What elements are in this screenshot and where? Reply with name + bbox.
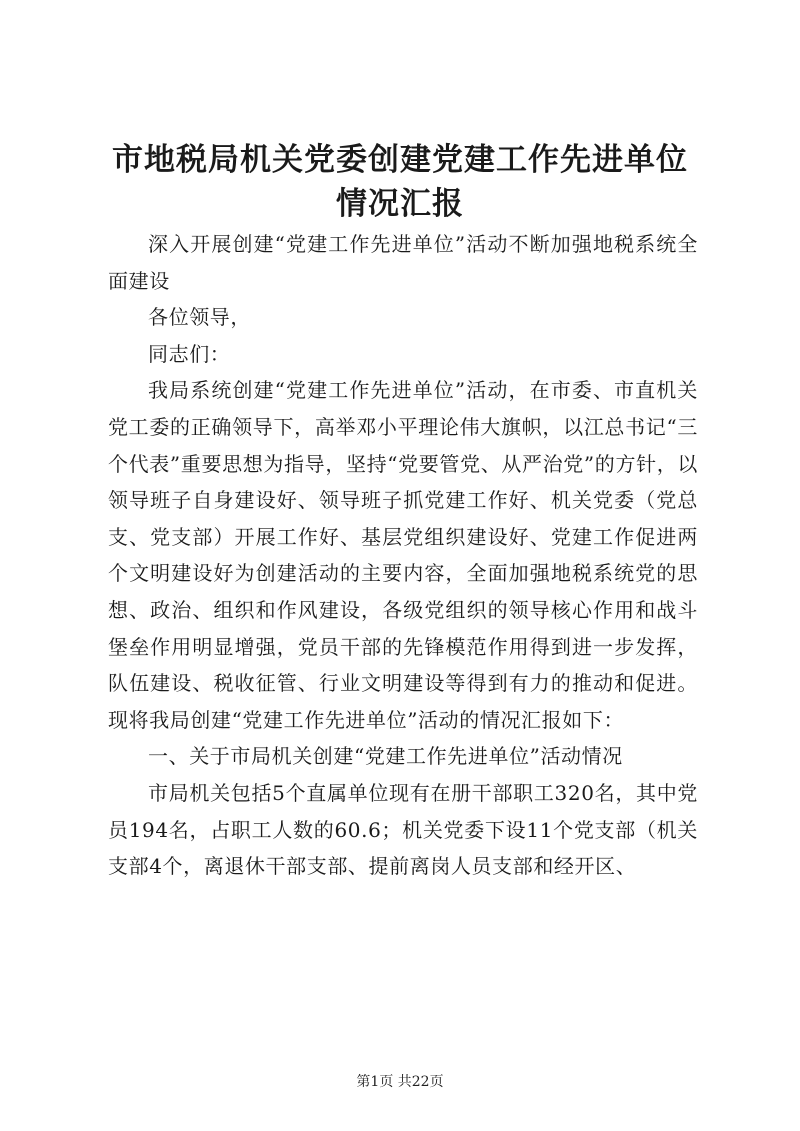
document-title: 市地税局机关党委创建党建工作先进单位情况汇报 xyxy=(112,142,688,222)
page-footer: 第1页 共22页 xyxy=(356,1074,444,1090)
intro-paragraph: 我局系统创建“党建工作先进单位”活动，在市委、市直机关党工委的正确领导下，高举邓小平理论伟大旗帜，以江总书记“三个代表”重要思想为指导，坚持“党要管党、从严治党”的方针，以领导班子自身建设好、领导班子抓党建工作好、机关党委（党总支、党支部）开展工作好、基层党组织建设好、党建工作促进两个文明建设好为创建活动的主要内容，全面加强地税系统党的思想、政治、组织和作风建设，各级党组织的领导核心作用和战斗堡垒作用明显增强，党员干部的先锋模范作用得到进一步发挥，队伍建设、税收征管、行业文明建设等得到有力的推动和促进。现将我局创建“党建工作先进单位”活动的情况汇报如下： xyxy=(108,378,698,732)
section-heading-1: 一、关于市局机关创建“党建工作先进单位”活动情况 xyxy=(148,744,623,769)
section-1-paragraph: 市局机关包括5个直属单位现有在册干部职工320名，其中党员194名，占职工人数的60.6；机关党委下设11个党支部（机关支部4个，离退休干部支部、提前离岗人员支部和经开区、 xyxy=(108,780,698,879)
subtitle-paragraph: 深入开展创建“党建工作先进单位”活动不断加强地税系统全面建设 xyxy=(108,232,698,293)
document-body xyxy=(108,226,698,885)
salutation-leaders: 各位领导， xyxy=(148,305,251,330)
salutation-comrades: 同志们： xyxy=(148,341,231,366)
